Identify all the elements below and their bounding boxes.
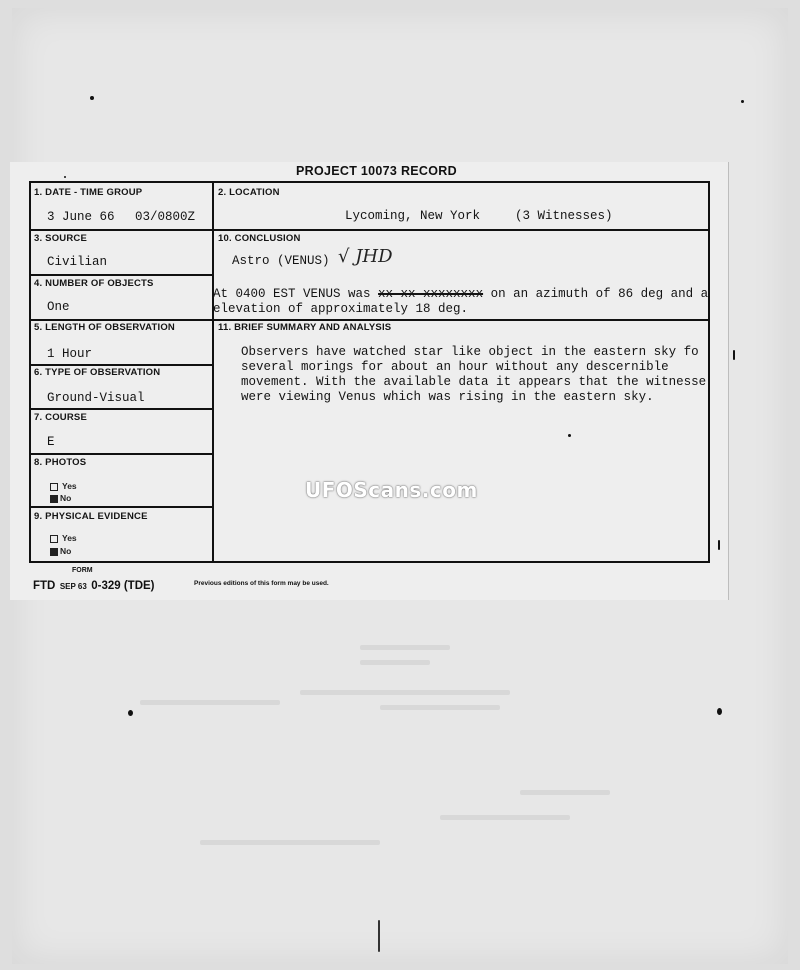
time-value: 03/0800Z — [135, 210, 196, 224]
photos-no-option — [50, 493, 71, 503]
form-word: FORM — [72, 567, 93, 574]
location-value: Lycoming, New York — [345, 209, 481, 223]
bleed-through-mark — [360, 645, 450, 650]
row-divider — [31, 364, 214, 366]
photos-yes-label: Yes — [62, 481, 77, 491]
bleed-through-mark — [140, 700, 280, 705]
course-value: E — [47, 435, 55, 449]
form-number: 0-329 (TDE) — [91, 580, 155, 592]
checkbox-marked-icon — [50, 548, 58, 556]
number-of-objects-label: 4. NUMBER OF OBJECTS — [34, 278, 154, 289]
photos-label: 8. PHOTOS — [34, 457, 87, 468]
source-label: 3. SOURCE — [34, 233, 88, 244]
summary-line: movement. With the available data it appears that the witnesse — [241, 375, 707, 389]
row-divider — [212, 319, 708, 321]
summary-line: were viewing Venus which was rising in the eastern sky. — [241, 390, 654, 404]
handwritten-initials: √ JHD — [338, 246, 393, 267]
scan-speck — [128, 710, 133, 716]
bleed-through-mark — [300, 690, 510, 695]
date-value: 3 June 66 — [47, 210, 115, 224]
scan-speck — [568, 434, 571, 437]
checkbox-empty-icon — [50, 483, 58, 491]
course-label: 7. COURSE — [34, 412, 88, 423]
bleed-through-mark — [440, 815, 570, 820]
conclusion-note-post: on an azimuth of 86 deg and a — [490, 287, 709, 301]
form-date: SEP 63 — [59, 582, 87, 591]
conclusion-note-line1 — [213, 287, 708, 301]
brief-summary-label: 11. BRIEF SUMMARY AND ANALYSIS — [218, 322, 392, 333]
physical-evidence-yes-option — [50, 533, 77, 543]
physical-evidence-label: 9. PHYSICAL EVIDENCE — [34, 511, 148, 522]
form-identifier — [33, 576, 155, 594]
length-of-observation-value: 1 Hour — [47, 347, 93, 361]
conclusion-note-line2: elevation of approximately 18 deg. — [213, 302, 469, 316]
scan-speck — [64, 176, 66, 178]
physical-evidence-yes-label: Yes — [62, 533, 77, 543]
watermark: UFOScans.com — [305, 478, 478, 502]
scan-speck — [718, 540, 720, 550]
conclusion-note-struck: xx xx xxxxxxxx — [378, 287, 484, 301]
row-divider — [31, 506, 214, 508]
physical-evidence-no-label: No — [60, 546, 72, 556]
date-time-group-label: 1. DATE - TIME GROUP — [34, 187, 143, 198]
type-of-observation-label: 6. TYPE OF OBSERVATION — [34, 367, 161, 378]
scan-speck — [378, 920, 380, 952]
checkbox-empty-icon — [50, 535, 58, 543]
scan-speck — [733, 350, 735, 360]
conclusion-value: Astro (VENUS) — [232, 254, 330, 268]
summary-line: several morings for about an hour without any descernible — [241, 360, 669, 374]
scan-speck — [90, 96, 94, 100]
scan-speck — [741, 100, 744, 103]
row-divider — [31, 274, 214, 276]
bleed-through-mark — [520, 790, 610, 795]
checkbox-marked-icon — [50, 495, 58, 503]
form-title: PROJECT 10073 RECORD — [296, 164, 457, 178]
bleed-through-mark — [360, 660, 430, 665]
bleed-through-mark — [380, 705, 500, 710]
column-divider — [212, 183, 214, 561]
row-divider — [31, 229, 214, 231]
form-note: Previous editions of this form may be used. — [194, 580, 329, 587]
location-label: 2. LOCATION — [218, 187, 280, 198]
scan-speck — [717, 708, 722, 715]
source-value: Civilian — [47, 255, 108, 269]
physical-evidence-no-option — [50, 546, 71, 556]
form-id: FTD — [33, 580, 56, 592]
conclusion-label: 10. CONCLUSION — [218, 233, 301, 244]
type-of-observation-value: Ground-Visual — [47, 391, 145, 405]
row-divider — [31, 319, 214, 321]
summary-line: Observers have watched star like object in the eastern sky fo — [241, 345, 699, 359]
photos-no-label: No — [60, 493, 72, 503]
row-divider — [212, 229, 708, 231]
length-of-observation-label: 5. LENGTH OF OBSERVATION — [34, 322, 175, 333]
number-of-objects-value: One — [47, 300, 70, 314]
conclusion-note-pre: At 0400 EST VENUS was — [213, 287, 371, 301]
bleed-through-mark — [200, 840, 380, 845]
witnesses-value: (3 Witnesses) — [515, 209, 613, 223]
photos-yes-option — [50, 481, 77, 491]
row-divider — [31, 408, 214, 410]
row-divider — [31, 453, 214, 455]
